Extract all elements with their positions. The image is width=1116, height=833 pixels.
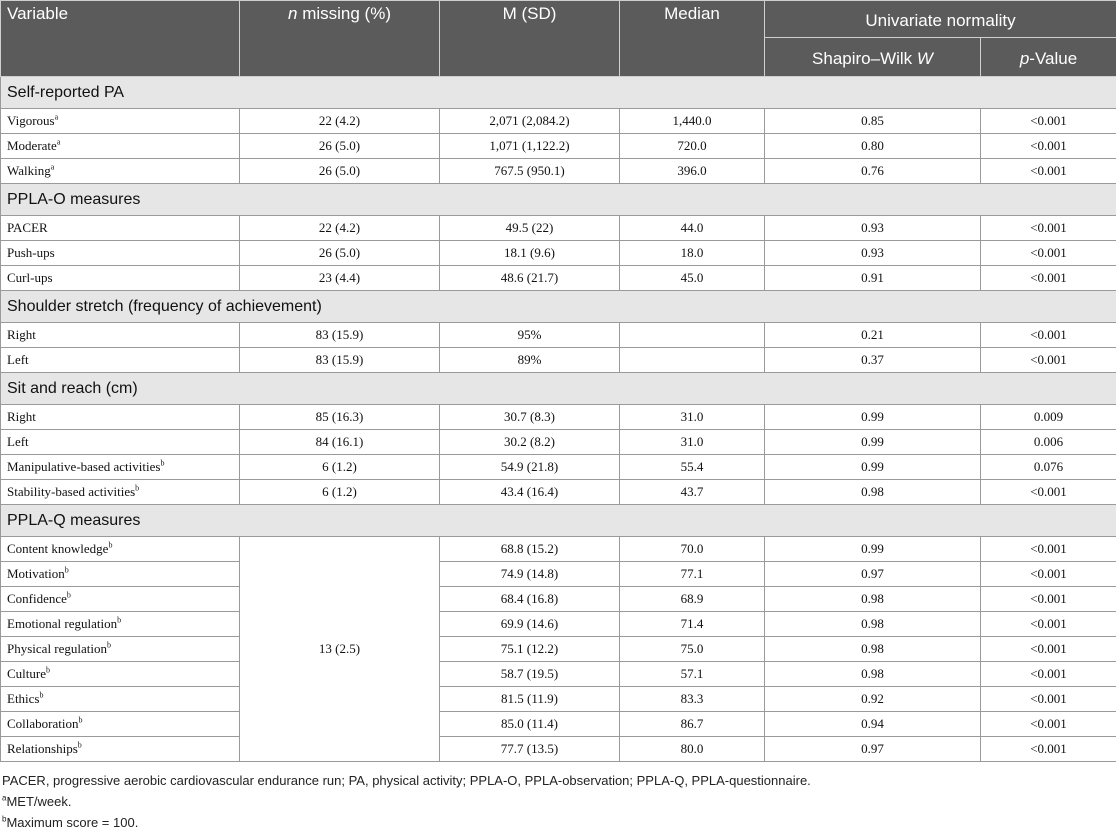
footnote-marker: a bbox=[55, 113, 59, 122]
cell-median: 45.0 bbox=[620, 266, 765, 291]
row-label-text: Content knowledge bbox=[7, 541, 108, 556]
cell-p-value: <0.001 bbox=[981, 480, 1116, 505]
row-label bbox=[1, 216, 240, 241]
cell-shapiro-w: 0.99 bbox=[765, 405, 981, 430]
cell-median: 55.4 bbox=[620, 455, 765, 480]
section-title: Shoulder stretch (frequency of achievement) bbox=[1, 291, 1116, 323]
cell-shapiro-w: 0.99 bbox=[765, 430, 981, 455]
row-label-text: Relationships bbox=[7, 741, 78, 756]
cell-p-value: <0.001 bbox=[981, 323, 1116, 348]
table-notes bbox=[0, 762, 1116, 833]
row-label-text: Collaboration bbox=[7, 716, 79, 731]
table-row bbox=[1, 159, 1116, 184]
table-row bbox=[1, 687, 1116, 712]
cell-mean-sd: 18.1 (9.6) bbox=[440, 241, 620, 266]
row-label-text: Stability-based activities bbox=[7, 484, 135, 499]
note-a-text: MET/week. bbox=[6, 794, 71, 809]
row-label bbox=[1, 587, 240, 612]
cell-missing: 6 (1.2) bbox=[240, 455, 440, 480]
cell-mean-sd: 95% bbox=[440, 323, 620, 348]
cell-missing: 6 (1.2) bbox=[240, 480, 440, 505]
cell-shapiro-w: 0.99 bbox=[765, 537, 981, 562]
table-row bbox=[1, 737, 1116, 762]
cell-shapiro-w: 0.98 bbox=[765, 637, 981, 662]
cell-p-value: <0.001 bbox=[981, 348, 1116, 373]
table-body bbox=[1, 77, 1116, 762]
cell-median: 75.0 bbox=[620, 637, 765, 662]
cell-shapiro-w: 0.80 bbox=[765, 134, 981, 159]
table-row bbox=[1, 348, 1116, 373]
cell-p-value: <0.001 bbox=[981, 687, 1116, 712]
cell-mean-sd: 68.8 (15.2) bbox=[440, 537, 620, 562]
row-label bbox=[1, 323, 240, 348]
footnote-marker: b bbox=[46, 666, 50, 675]
cell-mean-sd: 1,071 (1,122.2) bbox=[440, 134, 620, 159]
header-n-missing-text: missing (%) bbox=[297, 4, 391, 23]
cell-median: 18.0 bbox=[620, 241, 765, 266]
row-label bbox=[1, 159, 240, 184]
table-row bbox=[1, 562, 1116, 587]
cell-shapiro-w: 0.91 bbox=[765, 266, 981, 291]
row-label-text: Emotional regulation bbox=[7, 616, 117, 631]
cell-shapiro-w: 0.98 bbox=[765, 612, 981, 637]
cell-mean-sd: 43.4 (16.4) bbox=[440, 480, 620, 505]
row-label bbox=[1, 109, 240, 134]
header-p-value bbox=[981, 38, 1116, 77]
cell-p-value: <0.001 bbox=[981, 587, 1116, 612]
section-title: Sit and reach (cm) bbox=[1, 373, 1116, 405]
row-label bbox=[1, 662, 240, 687]
note-b-text: Maximum score = 100. bbox=[6, 815, 138, 830]
table-row bbox=[1, 241, 1116, 266]
row-label-text: Right bbox=[7, 327, 36, 342]
cell-shapiro-w: 0.98 bbox=[765, 587, 981, 612]
footnote-marker: b bbox=[40, 691, 44, 700]
row-label bbox=[1, 537, 240, 562]
cell-shapiro-w: 0.99 bbox=[765, 455, 981, 480]
cell-shapiro-w: 0.93 bbox=[765, 241, 981, 266]
cell-mean-sd: 85.0 (11.4) bbox=[440, 712, 620, 737]
cell-median: 720.0 bbox=[620, 134, 765, 159]
cell-p-value: <0.001 bbox=[981, 712, 1116, 737]
cell-median bbox=[620, 348, 765, 373]
row-label-text: Left bbox=[7, 434, 29, 449]
row-label bbox=[1, 612, 240, 637]
cell-p-value: <0.001 bbox=[981, 637, 1116, 662]
note-abbreviations: PACER, progressive aerobic cardiovascular endurance run; PA, physical activity; PPLA-O, PPLA-observation; PPLA-Q, PPLA-questionnaire. bbox=[2, 770, 1114, 791]
footnote-marker: a bbox=[51, 163, 55, 172]
row-label-text: Physical regulation bbox=[7, 641, 107, 656]
row-label-text: Push-ups bbox=[7, 245, 55, 260]
table-row bbox=[1, 405, 1116, 430]
note-b bbox=[2, 812, 1114, 833]
cell-shapiro-w: 0.37 bbox=[765, 348, 981, 373]
cell-median: 31.0 bbox=[620, 430, 765, 455]
cell-median: 80.0 bbox=[620, 737, 765, 762]
footnote-marker: b bbox=[65, 566, 69, 575]
cell-shapiro-w: 0.97 bbox=[765, 737, 981, 762]
row-label-text: Ethics bbox=[7, 691, 40, 706]
row-label bbox=[1, 455, 240, 480]
cell-shapiro-w: 0.92 bbox=[765, 687, 981, 712]
row-label-text: Moderate bbox=[7, 138, 57, 153]
cell-missing: 26 (5.0) bbox=[240, 134, 440, 159]
footnote-marker: b bbox=[117, 616, 121, 625]
cell-p-value: <0.001 bbox=[981, 662, 1116, 687]
cell-median bbox=[620, 323, 765, 348]
table-row bbox=[1, 266, 1116, 291]
cell-mean-sd: 767.5 (950.1) bbox=[440, 159, 620, 184]
row-label-text: Left bbox=[7, 352, 29, 367]
row-label bbox=[1, 348, 240, 373]
row-label-text: Manipulative-based activities bbox=[7, 459, 160, 474]
cell-mean-sd: 49.5 (22) bbox=[440, 216, 620, 241]
cell-median: 70.0 bbox=[620, 537, 765, 562]
header-variable: Variable bbox=[1, 1, 240, 77]
header-n-missing bbox=[240, 1, 440, 77]
cell-missing: 84 (16.1) bbox=[240, 430, 440, 455]
footnote-marker: b bbox=[160, 459, 164, 468]
header-p-text: -Value bbox=[1029, 49, 1077, 68]
row-label-text: Motivation bbox=[7, 566, 65, 581]
row-label-text: Curl-ups bbox=[7, 270, 53, 285]
cell-p-value: 0.006 bbox=[981, 430, 1116, 455]
section-title: PPLA-Q measures bbox=[1, 505, 1116, 537]
section-title: PPLA-O measures bbox=[1, 184, 1116, 216]
cell-shapiro-w: 0.21 bbox=[765, 323, 981, 348]
cell-shapiro-w: 0.85 bbox=[765, 109, 981, 134]
cell-median: 43.7 bbox=[620, 480, 765, 505]
cell-mean-sd: 48.6 (21.7) bbox=[440, 266, 620, 291]
header-n-italic: n bbox=[288, 4, 297, 23]
cell-shapiro-w: 0.94 bbox=[765, 712, 981, 737]
cell-p-value: 0.076 bbox=[981, 455, 1116, 480]
cell-mean-sd: 81.5 (11.9) bbox=[440, 687, 620, 712]
row-label bbox=[1, 241, 240, 266]
cell-p-value: <0.001 bbox=[981, 134, 1116, 159]
cell-missing: 83 (15.9) bbox=[240, 323, 440, 348]
row-label bbox=[1, 430, 240, 455]
section-row bbox=[1, 373, 1116, 405]
cell-p-value: <0.001 bbox=[981, 109, 1116, 134]
header-univariate-normality: Univariate normality bbox=[765, 1, 1116, 38]
table-row bbox=[1, 134, 1116, 159]
cell-shapiro-w: 0.76 bbox=[765, 159, 981, 184]
cell-missing-merged: 13 (2.5) bbox=[240, 537, 440, 762]
cell-shapiro-w: 0.98 bbox=[765, 662, 981, 687]
row-label bbox=[1, 266, 240, 291]
cell-missing: 23 (4.4) bbox=[240, 266, 440, 291]
header-shapiro-wilk bbox=[765, 38, 981, 77]
cell-mean-sd: 74.9 (14.8) bbox=[440, 562, 620, 587]
row-label bbox=[1, 637, 240, 662]
cell-mean-sd: 58.7 (19.5) bbox=[440, 662, 620, 687]
table-row bbox=[1, 216, 1116, 241]
cell-mean-sd: 30.2 (8.2) bbox=[440, 430, 620, 455]
row-label bbox=[1, 480, 240, 505]
row-label bbox=[1, 737, 240, 762]
table-row bbox=[1, 637, 1116, 662]
cell-shapiro-w: 0.93 bbox=[765, 216, 981, 241]
cell-median: 57.1 bbox=[620, 662, 765, 687]
header-p-italic: p bbox=[1020, 49, 1029, 68]
cell-median: 396.0 bbox=[620, 159, 765, 184]
cell-missing: 22 (4.2) bbox=[240, 216, 440, 241]
cell-p-value: <0.001 bbox=[981, 737, 1116, 762]
table-row bbox=[1, 662, 1116, 687]
footnote-marker: a bbox=[57, 138, 61, 147]
cell-median: 83.3 bbox=[620, 687, 765, 712]
cell-p-value: 0.009 bbox=[981, 405, 1116, 430]
cell-missing: 83 (15.9) bbox=[240, 348, 440, 373]
cell-p-value: <0.001 bbox=[981, 159, 1116, 184]
section-row bbox=[1, 291, 1116, 323]
row-label bbox=[1, 712, 240, 737]
table-row bbox=[1, 323, 1116, 348]
header-median: Median bbox=[620, 1, 765, 77]
cell-mean-sd: 68.4 (16.8) bbox=[440, 587, 620, 612]
cell-p-value: <0.001 bbox=[981, 241, 1116, 266]
cell-median: 68.9 bbox=[620, 587, 765, 612]
table-row bbox=[1, 537, 1116, 562]
cell-missing: 26 (5.0) bbox=[240, 159, 440, 184]
cell-p-value: <0.001 bbox=[981, 537, 1116, 562]
header-shapiro-text: Shapiro–Wilk bbox=[812, 49, 917, 68]
table-row bbox=[1, 612, 1116, 637]
footnote-marker: b bbox=[107, 641, 111, 650]
section-row bbox=[1, 77, 1116, 109]
footnote-marker: b bbox=[108, 541, 112, 550]
table-row bbox=[1, 587, 1116, 612]
cell-p-value: <0.001 bbox=[981, 562, 1116, 587]
row-label-text: Walking bbox=[7, 163, 51, 178]
cell-mean-sd: 54.9 (21.8) bbox=[440, 455, 620, 480]
cell-mean-sd: 75.1 (12.2) bbox=[440, 637, 620, 662]
table-row bbox=[1, 455, 1116, 480]
cell-shapiro-w: 0.97 bbox=[765, 562, 981, 587]
cell-missing: 26 (5.0) bbox=[240, 241, 440, 266]
footnote-marker: b bbox=[67, 591, 71, 600]
cell-p-value: <0.001 bbox=[981, 266, 1116, 291]
table-row bbox=[1, 430, 1116, 455]
header-mean-sd: M (SD) bbox=[440, 1, 620, 77]
cell-median: 1,440.0 bbox=[620, 109, 765, 134]
row-label-text: Right bbox=[7, 409, 36, 424]
cell-p-value: <0.001 bbox=[981, 612, 1116, 637]
header-shapiro-w: W bbox=[917, 49, 933, 68]
cell-mean-sd: 77.7 (13.5) bbox=[440, 737, 620, 762]
cell-median: 71.4 bbox=[620, 612, 765, 637]
note-a bbox=[2, 791, 1114, 812]
row-label bbox=[1, 405, 240, 430]
footnote-marker: b bbox=[78, 741, 82, 750]
row-label bbox=[1, 687, 240, 712]
note-b-mark: b bbox=[2, 815, 6, 824]
cell-p-value: <0.001 bbox=[981, 216, 1116, 241]
row-label-text: Culture bbox=[7, 666, 46, 681]
cell-mean-sd: 2,071 (2,084.2) bbox=[440, 109, 620, 134]
cell-median: 77.1 bbox=[620, 562, 765, 587]
row-label-text: PACER bbox=[7, 220, 48, 235]
cell-missing: 22 (4.2) bbox=[240, 109, 440, 134]
cell-mean-sd: 89% bbox=[440, 348, 620, 373]
footnote-marker: b bbox=[135, 484, 139, 493]
cell-mean-sd: 69.9 (14.6) bbox=[440, 612, 620, 637]
row-label bbox=[1, 134, 240, 159]
section-title: Self-reported PA bbox=[1, 77, 1116, 109]
table-row bbox=[1, 712, 1116, 737]
row-label-text: Confidence bbox=[7, 591, 67, 606]
footnote-marker: b bbox=[79, 716, 83, 725]
cell-median: 44.0 bbox=[620, 216, 765, 241]
cell-median: 31.0 bbox=[620, 405, 765, 430]
table-row bbox=[1, 109, 1116, 134]
note-a-mark: a bbox=[2, 794, 6, 803]
table-header bbox=[1, 1, 1116, 77]
section-row bbox=[1, 505, 1116, 537]
row-label bbox=[1, 562, 240, 587]
cell-shapiro-w: 0.98 bbox=[765, 480, 981, 505]
cell-median: 86.7 bbox=[620, 712, 765, 737]
section-row bbox=[1, 184, 1116, 216]
cell-mean-sd: 30.7 (8.3) bbox=[440, 405, 620, 430]
row-label-text: Vigorous bbox=[7, 113, 55, 128]
table-row bbox=[1, 480, 1116, 505]
cell-missing: 85 (16.3) bbox=[240, 405, 440, 430]
